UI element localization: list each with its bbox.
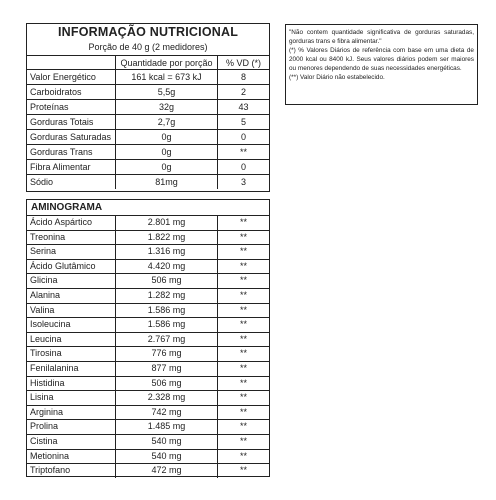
cell-name: Lisina (30, 392, 54, 403)
cell-amount: 32g (115, 100, 217, 114)
aminogram-table (26, 199, 270, 477)
nutrition-row (27, 69, 269, 84)
cell-name: Leucina (30, 333, 62, 344)
serving-size: Porção de 40 g (2 medidores) (88, 42, 208, 52)
cell-dv: ** (217, 318, 269, 332)
cell-amount: 472 mg (115, 464, 217, 478)
aminogram-row (27, 332, 269, 347)
cell-name: Carboidratos (30, 87, 82, 97)
aminogram-row (27, 376, 269, 391)
cell-dv: ** (217, 391, 269, 405)
cell-name: Treonina (30, 231, 66, 242)
cell-amount: 81mg (115, 175, 217, 189)
aminogram-row (27, 361, 269, 376)
cell-amount: 5,5g (115, 85, 217, 99)
aminogram-row (27, 390, 269, 405)
cell-amount: 776 mg (115, 347, 217, 361)
cell-dv: 0 (217, 130, 269, 144)
cell-name: Cistina (30, 435, 58, 446)
aminogram-row (27, 317, 269, 332)
footnote-daily-values: (*) % Valores Diários de referência com base em uma dieta de 2000 kcal ou 8400 kJ. Seus valores diários podem ser maiores ou menores dependendo de suas necessidades energéticas. (289, 47, 474, 73)
cell-amount: 1.586 mg (115, 304, 217, 318)
nutrition-header-dv: % VD (*) (217, 56, 269, 69)
aminogram-row (27, 273, 269, 288)
cell-dv: ** (217, 304, 269, 318)
nutrition-row (27, 129, 269, 144)
cell-name: Gorduras Trans (30, 147, 93, 157)
cell-amount: 161 kcal = 673 kJ (115, 70, 217, 84)
cell-amount: 2.801 mg (115, 216, 217, 230)
cell-name: Triptofano (30, 465, 71, 476)
cell-dv: ** (217, 450, 269, 464)
cell-name: Sódio (30, 177, 54, 187)
aminogram-row (27, 419, 269, 434)
aminogram-row (27, 346, 269, 361)
cell-amount: 2.328 mg (115, 391, 217, 405)
nutrition-row (27, 174, 269, 189)
cell-name: Fenilalanina (30, 362, 79, 373)
nutrition-facts-table (26, 23, 270, 192)
cell-name: Fibra Alimentar (30, 162, 91, 172)
cell-dv: 0 (217, 160, 269, 174)
cell-amount: 1.316 mg (115, 245, 217, 259)
aminogram-row (27, 259, 269, 274)
cell-dv: 2 (217, 85, 269, 99)
cell-dv: ** (217, 406, 269, 420)
cell-dv: ** (217, 216, 269, 230)
cell-dv: ** (217, 362, 269, 376)
cell-name: Valor Energético (30, 72, 96, 82)
nutrition-header-nutrient (27, 56, 115, 69)
aminogram-row (27, 434, 269, 449)
cell-name: Ácido Aspártico (30, 217, 93, 227)
cell-dv: ** (217, 245, 269, 259)
aminogram-row (27, 405, 269, 420)
nutrition-header-row (27, 55, 269, 69)
cell-amount: 0g (115, 145, 217, 159)
aminogram-row (27, 244, 269, 259)
cell-dv: ** (217, 260, 269, 274)
nutrition-row (27, 99, 269, 114)
cell-dv: ** (217, 435, 269, 449)
cell-name: Gorduras Totais (30, 117, 94, 127)
cell-name: Serina (30, 246, 57, 257)
aminogram-row (27, 288, 269, 303)
cell-amount: 506 mg (115, 274, 217, 288)
footnote-not-significant: "Não contem quantidade significativa de gorduras saturadas, gorduras trans e fibra alimentar." (289, 29, 474, 46)
aminogram-row (27, 463, 269, 478)
cell-dv: ** (217, 420, 269, 434)
cell-amount: 2.767 mg (115, 333, 217, 347)
cell-dv: ** (217, 347, 269, 361)
nutrition-header-amount: Quantidade por porção (115, 56, 217, 69)
cell-name: Arginina (30, 406, 64, 417)
cell-amount: 540 mg (115, 450, 217, 464)
cell-name: Proteínas (30, 102, 69, 112)
cell-dv: 8 (217, 70, 269, 84)
cell-dv: ** (217, 145, 269, 159)
cell-dv: ** (217, 464, 269, 478)
nutrition-row (27, 144, 269, 159)
footnote-not-established: (**) Valor Diário não estabelecido. (289, 74, 385, 82)
nutrition-row (27, 159, 269, 174)
cell-amount: 4.420 mg (115, 260, 217, 274)
aminogram-row (27, 449, 269, 464)
cell-dv: ** (217, 231, 269, 245)
cell-dv: ** (217, 289, 269, 303)
footnotes-box (285, 24, 478, 105)
cell-name: Prolina (30, 421, 59, 432)
cell-amount: 877 mg (115, 362, 217, 376)
cell-name: Tirosina (30, 348, 62, 359)
nutrition-row (27, 84, 269, 99)
cell-dv: ** (217, 377, 269, 391)
cell-name: Histidina (30, 377, 65, 388)
cell-amount: 2,7g (115, 115, 217, 129)
cell-dv: 5 (217, 115, 269, 129)
cell-amount: 1.282 mg (115, 289, 217, 303)
cell-dv: 43 (217, 100, 269, 114)
cell-dv: ** (217, 274, 269, 288)
nutrition-row (27, 114, 269, 129)
nutrition-rows (27, 69, 269, 189)
cell-amount: 540 mg (115, 435, 217, 449)
cell-amount: 506 mg (115, 377, 217, 391)
cell-name: Metionina (30, 450, 70, 461)
cell-name: Alanina (30, 289, 61, 300)
cell-amount: 0g (115, 160, 217, 174)
cell-name: Ácido Glutâmico (30, 260, 96, 271)
cell-amount: 0g (115, 130, 217, 144)
nutrition-title: INFORMAÇÃO NUTRICIONAL (57, 25, 239, 39)
cell-name: Valina (30, 304, 55, 315)
cell-name: Gorduras Saturadas (30, 132, 112, 142)
aminogram-row (27, 230, 269, 245)
cell-amount: 1.586 mg (115, 318, 217, 332)
cell-name: Glicina (30, 275, 58, 286)
cell-amount: 1.822 mg (115, 231, 217, 245)
aminogram-row (27, 303, 269, 318)
aminogram-row (27, 215, 269, 230)
cell-dv: 3 (217, 175, 269, 189)
cell-dv: ** (217, 333, 269, 347)
aminogram-rows (27, 215, 269, 478)
aminogram-title: AMINOGRAMA (31, 202, 103, 213)
cell-amount: 1.485 mg (115, 420, 217, 434)
cell-name: Isoleucina (30, 319, 71, 330)
cell-amount: 742 mg (115, 406, 217, 420)
